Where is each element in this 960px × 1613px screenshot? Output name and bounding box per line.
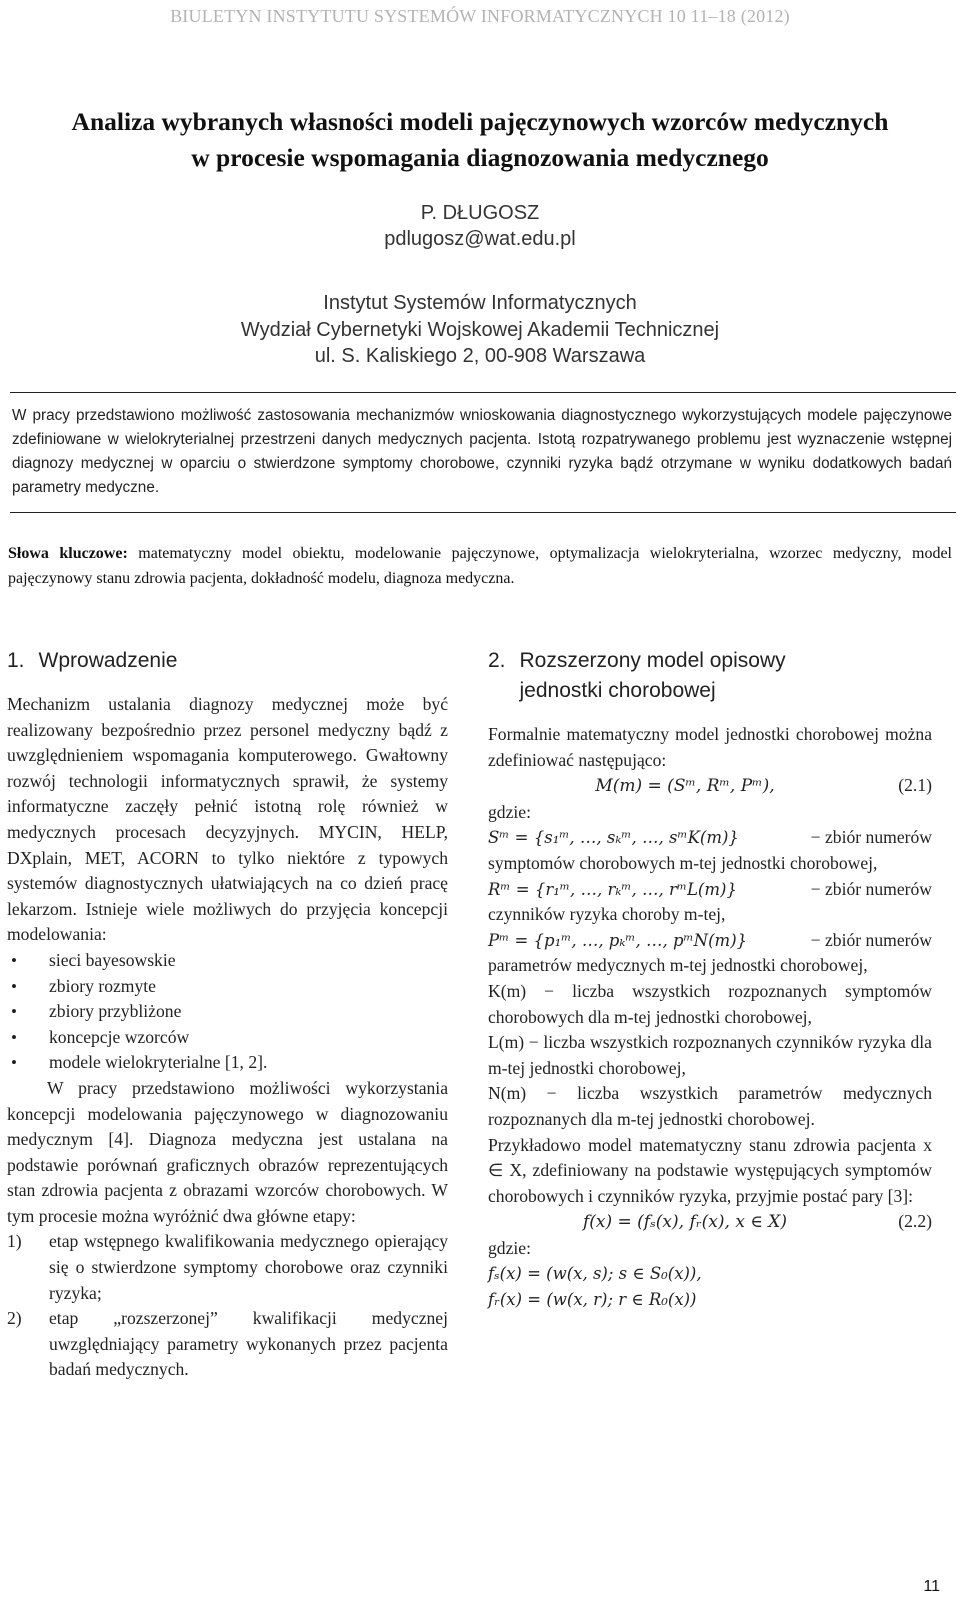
example-paragraph: Przykładowo model matematyczny stanu zdrowia pacjenta x ∈ X, zdefiniowany na podstawie występujących symptomów chorobowych i czynników ryzyka, przyjmie postać pary [3]: xyxy=(488,1134,932,1206)
r-set-formula: Rᵐ = {r₁ᵐ, …, rₖᵐ, …, rᵐL(m)} xyxy=(488,879,737,899)
section-1-para-2: W pracy przedstawiono możliwości wykorzystania koncepcji modelowania pajęczynowego w diagnozowaniu medycznym [4]. Diagnoza medyczna jest ustalana na podstawie porównań graficznych obrazów reprezentujących stan zdrowia pacjenta z obrazami wzorców chorobowych. W tym procesie można wyróżnić dwa główne etapy: xyxy=(7,1077,448,1226)
abstract: W pracy przedstawiono możliwość zastosowania mechanizmów wnioskowania diagnostycznego wykorzystujących modele pajęczynowe zdefiniowane w wielokryterialnej przestrzeni danych medycznych pacjenta. Istotą rozpatrywanego problemu jest wyznaczenie wstępnej diagnozy medycznej w oparciu o stwierdzone symptomy chorobowe, czynniki ryzyka bądź otrzymane w wyniku dodatkowych badań parametry medyczne. xyxy=(12,407,952,496)
section-1-number: 1. xyxy=(7,649,25,672)
keywords-label: Słowa kluczowe: xyxy=(8,545,128,562)
p-set-formula: Pᵐ = {p₁ᵐ, …, pₖᵐ, …, pᵐN(m)} xyxy=(488,930,748,950)
k-definition: K(m) − liczba wszystkich rozpoznanych symptomów chorobowych dla m-tej jednostki chorobowej, xyxy=(488,980,932,1027)
keywords-text: matematyczny model obiektu, modelowanie pajęczynowe, optymalizacja wielokryterialna, wzorzec medyczny, model pajęczynowy stanu zdrowia pacjenta, dokładność modelu, diagnoza medyczna. xyxy=(8,545,953,587)
affiliation-line: ul. S. Kaliskiego 2, 00-908 Warszawa xyxy=(314,345,646,367)
affiliation-line: Wydział Cybernetyki Wojskowej Akademii Technicznej xyxy=(240,318,720,341)
abstract-top-rule xyxy=(10,392,956,393)
where-label: gdzie: xyxy=(488,801,531,822)
list-item: • zbiory przybliżone xyxy=(7,999,448,1025)
stages-list xyxy=(7,1229,448,1383)
fr-definition: fᵣ(x) = (w(x, r); r ∈ R₀(x)) xyxy=(488,1290,697,1310)
list-item: • sieci bayesowskie xyxy=(7,948,448,974)
author-name: P. DŁUGOSZ xyxy=(420,202,540,224)
equation-2-1 xyxy=(488,773,932,800)
equation-2-2-number: (2.2) xyxy=(898,1211,932,1232)
page-number: 11 xyxy=(923,1578,940,1595)
left-column xyxy=(7,646,448,1383)
s-set-description: symptomów chorobowych m-tej jednostki chorobowej, xyxy=(488,852,878,873)
list-item xyxy=(7,1306,448,1383)
affiliation-line: Instytut Systemów Informatycznych xyxy=(323,292,637,314)
list-item-number: 2) xyxy=(7,1308,22,1329)
p-set-tail: − zbiór numerów xyxy=(810,929,932,950)
list-item: • koncepcje wzorców xyxy=(7,1025,448,1051)
list-item: • zbiory rozmyte xyxy=(7,974,448,1000)
s-set-definition xyxy=(488,825,932,851)
p-set-definition xyxy=(488,928,932,954)
equation-2-1-number: (2.1) xyxy=(898,775,932,796)
section-1-para-1: Mechanizm ustalania diagnozy medycznej może być realizowany bezpośrednio przez personel medyczny bądź z uwzględnieniem wspomagania komputerowego. Gwałtowny rozwój technologii informatycznych sprawił, że systemy informatyczne zaczęły pełnić istotną rolę również w medycznych procesach decyzyjnych. MYCIN, HELP, DXplain, MET, ACORN to tylko niektóre z typowych systemów diagnostycznych ułatwiających na co dzień pracę lekarzom. Istnieje wiele możliwych do przyjęcia koncepcji modelowania: xyxy=(7,694,448,945)
keywords xyxy=(8,541,952,591)
r-set-description: czynników ryzyka choroby m-tej, xyxy=(488,904,726,925)
author-email[interactable]: pdlugosz@wat.edu.pl xyxy=(384,228,576,250)
s-set-formula: Sᵐ = {s₁ᵐ, …, sₖᵐ, …, sᵐK(m)} xyxy=(488,828,739,848)
section-2-number: 2. xyxy=(488,649,506,672)
equation-2-2-body: f(x) = (fₛ(x), fᵣ(x), x ∈ X) xyxy=(582,1212,788,1233)
right-column xyxy=(488,646,932,1313)
r-set-definition xyxy=(488,877,932,903)
equation-2-2 xyxy=(488,1209,932,1236)
list-item-text: etap „rozszerzonej” kwalifikacji medycznej uwzględniający parametry wykonanych przez pacjenta badań medycznych. xyxy=(49,1308,448,1380)
section-2-title-line: Rozszerzony model opisowy xyxy=(519,649,786,672)
section-1-heading xyxy=(7,646,448,676)
equation-2-1-body: M(m) = (Sᵐ, Rᵐ, Pᵐ), xyxy=(595,776,775,797)
list-item-number: 1) xyxy=(7,1231,22,1252)
p-set-description: parametrów medycznych m-tej jednostki chorobowej, xyxy=(488,955,868,976)
section-1-title: Wprowadzenie xyxy=(38,649,178,672)
paper-title xyxy=(0,104,960,176)
affiliation xyxy=(0,290,960,370)
abstract-bottom-rule xyxy=(10,512,956,513)
title-line: w procesie wspomagania diagnozowania medycznego xyxy=(191,143,769,172)
where-label: gdzie: xyxy=(488,1237,531,1258)
list-item xyxy=(7,1229,448,1306)
modeling-concepts-list xyxy=(7,948,448,1076)
list-item: • modele wielokryterialne [1, 2]. xyxy=(7,1050,448,1076)
title-line: Analiza wybranych własności modeli pajęczynowych wzorców medycznych xyxy=(71,107,889,136)
running-header: BIULETYN INSTYTUTU SYSTEMÓW INFORMATYCZNYCH 10 11–18 (2012) xyxy=(170,6,790,26)
s-set-tail: − zbiór numerów xyxy=(810,827,932,848)
section-2-title-line: jednostki chorobowej xyxy=(519,679,716,702)
r-set-tail: − zbiór numerów xyxy=(810,878,932,899)
n-definition: N(m) − liczba wszystkich parametrów medycznych rozpoznanych dla m-tej jednostki chorobowej. xyxy=(488,1083,932,1129)
author-block xyxy=(0,200,960,252)
fs-definition: fₛ(x) = (w(x, s); s ∈ S₀(x)), xyxy=(488,1264,702,1284)
section-2-title xyxy=(520,646,786,706)
section-2-intro: Formalnie matematyczny model jednostki chorobowej można zdefiniować następująco: xyxy=(488,724,932,770)
l-definition: L(m) − liczba wszystkich rozpoznanych czynników ryzyka dla m-tej jednostki chorobowej, xyxy=(488,1032,932,1078)
section-2-heading xyxy=(488,646,932,706)
list-item-text: etap wstępnego kwalifikowania medycznego opierający się o stwierdzone symptomy chorobowe oraz czynniki ryzyka; xyxy=(49,1231,448,1303)
